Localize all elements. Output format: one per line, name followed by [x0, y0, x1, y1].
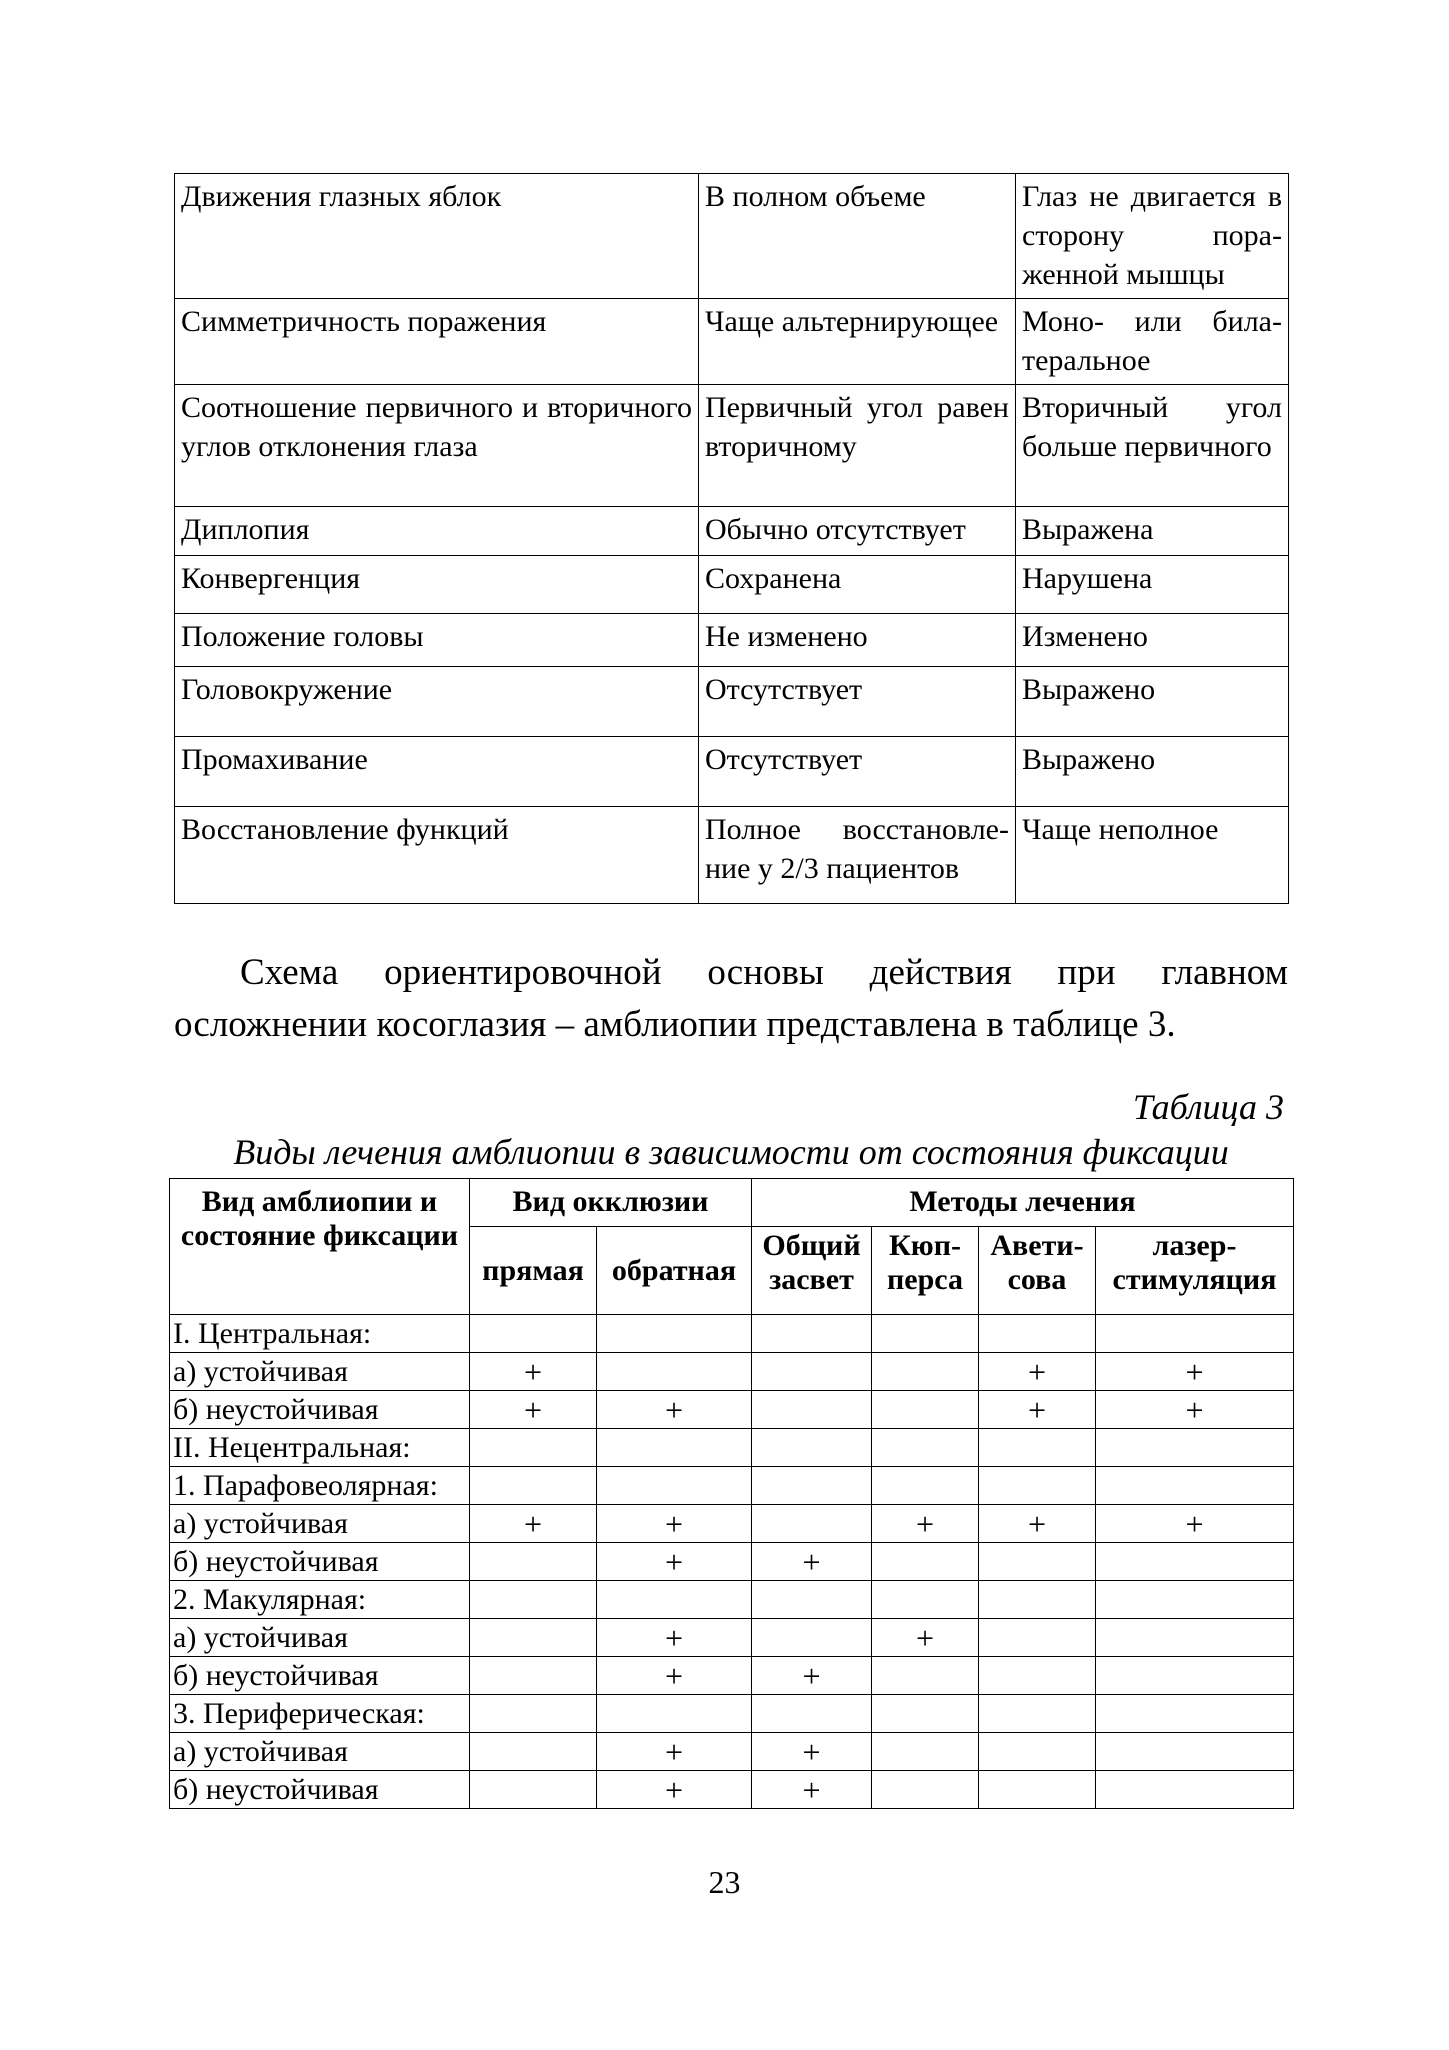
cell-col1: Не изменено [699, 614, 1016, 667]
cell-direct [470, 1543, 597, 1581]
cell-general [752, 1467, 872, 1505]
table-title: Виды лечения амблиопии в зависимости от состояния фиксации [233, 1132, 1229, 1172]
cell-kuppers [872, 1581, 979, 1619]
row-label: Диплопия [175, 507, 699, 556]
cell-col1: Обычно отсутствует [699, 507, 1016, 556]
cell-avetisov [979, 1695, 1096, 1733]
cell-direct [470, 1733, 597, 1771]
cell-general [752, 1695, 872, 1733]
cell-general [752, 1391, 872, 1429]
cell-reverse [597, 1581, 752, 1619]
cell-reverse: + [597, 1657, 752, 1695]
table-row [170, 1391, 1294, 1429]
cell-col2: Моно- или билатеральное [1016, 299, 1289, 385]
cell-laser [1096, 1695, 1294, 1733]
table-row [170, 1733, 1294, 1771]
cell-avetisov [979, 1429, 1096, 1467]
cell-avetisov [979, 1619, 1096, 1657]
cell-kuppers [872, 1315, 979, 1353]
cell-avetisov [979, 1771, 1096, 1809]
cell-general [752, 1353, 872, 1391]
cell-avetisov [979, 1581, 1096, 1619]
cell-col2: Вторичный угол больше первичного [1016, 385, 1289, 507]
cell-avetisov [979, 1543, 1096, 1581]
cell-avetisov: + [979, 1391, 1096, 1429]
row-label: Конвергенция [175, 556, 699, 614]
cell-laser: + [1096, 1505, 1294, 1543]
row-label: б) неустойчивая [170, 1391, 470, 1429]
row-label: Движения глазных яблок [175, 174, 699, 299]
row-label: б) неустойчивая [170, 1771, 470, 1809]
cell-col1: Чаще альтернирующее [699, 299, 1016, 385]
cell-reverse: + [597, 1505, 752, 1543]
cell-kuppers [872, 1543, 979, 1581]
cell-reverse: + [597, 1771, 752, 1809]
cell-general: + [752, 1733, 872, 1771]
cell-col2: Выражено [1016, 737, 1289, 807]
cell-direct [470, 1429, 597, 1467]
cell-laser [1096, 1543, 1294, 1581]
cell-avetisov [979, 1467, 1096, 1505]
header-kuppers: Кюпперса [872, 1227, 979, 1315]
table-row [170, 1505, 1294, 1543]
table-row [170, 1657, 1294, 1695]
cell-reverse [597, 1467, 752, 1505]
cell-laser: + [1096, 1353, 1294, 1391]
cell-kuppers: + [872, 1619, 979, 1657]
table-row [170, 1581, 1294, 1619]
cell-col2: Изменено [1016, 614, 1289, 667]
cell-col1: Отсутствует [699, 667, 1016, 737]
cell-general: + [752, 1657, 872, 1695]
cell-reverse [597, 1315, 752, 1353]
row-label: а) устойчивая [170, 1505, 470, 1543]
cell-direct: + [470, 1505, 597, 1543]
cell-col2: Глаз не двигается в сторону пораженной мышцы [1016, 174, 1289, 299]
comparison-table [174, 173, 1289, 904]
header-direct: прямая [470, 1227, 597, 1315]
table-row [170, 1619, 1294, 1657]
row-label: Головокружение [175, 667, 699, 737]
table-row [170, 1695, 1294, 1733]
row-label: I. Центральная: [170, 1315, 470, 1353]
cell-laser [1096, 1619, 1294, 1657]
cell-general: + [752, 1543, 872, 1581]
table-row [170, 1771, 1294, 1809]
table-row [175, 556, 1289, 614]
cell-col2: Выражена [1016, 507, 1289, 556]
cell-col1: Отсутствует [699, 737, 1016, 807]
cell-avetisov [979, 1657, 1096, 1695]
cell-col2: Нарушена [1016, 556, 1289, 614]
cell-laser [1096, 1315, 1294, 1353]
cell-kuppers [872, 1695, 979, 1733]
cell-reverse: + [597, 1733, 752, 1771]
cell-kuppers [872, 1467, 979, 1505]
cell-reverse: + [597, 1619, 752, 1657]
paragraph-text: Схема ориентировочной основы действия при главном осложнении косоглазия – амблиопии представлена в таблице 3. [174, 952, 1288, 1045]
table-row [175, 667, 1289, 737]
header-reverse: обратная [597, 1227, 752, 1315]
table-row [175, 807, 1289, 904]
cell-avetisov [979, 1315, 1096, 1353]
header-methods-group: Методы лечения [752, 1179, 1294, 1227]
table-row [170, 1315, 1294, 1353]
cell-kuppers [872, 1429, 979, 1467]
table-row [170, 1467, 1294, 1505]
table-row [175, 174, 1289, 299]
cell-direct [470, 1619, 597, 1657]
row-label: II. Нецентральная: [170, 1429, 470, 1467]
cell-direct: + [470, 1391, 597, 1429]
cell-direct [470, 1657, 597, 1695]
cell-avetisov [979, 1733, 1096, 1771]
cell-general [752, 1619, 872, 1657]
cell-laser [1096, 1657, 1294, 1695]
cell-kuppers [872, 1353, 979, 1391]
cell-col1: Сохранена [699, 556, 1016, 614]
row-label: а) устойчивая [170, 1733, 470, 1771]
cell-reverse: + [597, 1391, 752, 1429]
table-row [170, 1353, 1294, 1391]
table-row [175, 507, 1289, 556]
cell-col1: Первичный угол равен вторичному [699, 385, 1016, 507]
cell-direct [470, 1467, 597, 1505]
row-label: а) устойчивая [170, 1619, 470, 1657]
cell-kuppers [872, 1771, 979, 1809]
cell-general [752, 1505, 872, 1543]
cell-laser [1096, 1581, 1294, 1619]
row-label: Положение головы [175, 614, 699, 667]
cell-kuppers [872, 1391, 979, 1429]
cell-kuppers [872, 1733, 979, 1771]
table-row [175, 385, 1289, 507]
row-label: 3. Периферическая: [170, 1695, 470, 1733]
header-occlusion-group: Вид окклюзии [470, 1179, 752, 1227]
cell-kuppers [872, 1657, 979, 1695]
row-label: Симметричность поражения [175, 299, 699, 385]
header-type-fixation: Вид амблиопии и состояние фиксации [170, 1179, 470, 1315]
cell-col1: Полное восстановление у 2/3 пациентов [699, 807, 1016, 904]
row-label: б) неустойчивая [170, 1543, 470, 1581]
cell-col2: Выражено [1016, 667, 1289, 737]
table-row [175, 737, 1289, 807]
cell-kuppers: + [872, 1505, 979, 1543]
table-row [170, 1543, 1294, 1581]
cell-laser [1096, 1467, 1294, 1505]
row-label: Промахивание [175, 737, 699, 807]
cell-reverse [597, 1429, 752, 1467]
cell-laser: + [1096, 1391, 1294, 1429]
row-label: Восстановление функций [175, 807, 699, 904]
amblyopia-treatment-table [169, 1178, 1294, 1809]
cell-general [752, 1315, 872, 1353]
body-paragraph [174, 947, 1288, 1051]
cell-direct [470, 1315, 597, 1353]
row-label: 1. Парафовеолярная: [170, 1467, 470, 1505]
cell-reverse [597, 1353, 752, 1391]
row-label: Соотношение первичного и вторичного углов отклонения глаза [175, 385, 699, 507]
row-label: б) неустойчивая [170, 1657, 470, 1695]
cell-laser [1096, 1771, 1294, 1809]
cell-laser [1096, 1429, 1294, 1467]
cell-direct: + [470, 1353, 597, 1391]
cell-general [752, 1429, 872, 1467]
cell-avetisov: + [979, 1353, 1096, 1391]
table-number: Таблица 3 [1132, 1087, 1284, 1127]
cell-avetisov: + [979, 1505, 1096, 1543]
cell-direct [470, 1581, 597, 1619]
table-row [175, 614, 1289, 667]
cell-general [752, 1581, 872, 1619]
cell-direct [470, 1771, 597, 1809]
cell-laser [1096, 1733, 1294, 1771]
header-laser: лазерстимуляция [1096, 1227, 1294, 1315]
header-general-light: Общий засвет [752, 1227, 872, 1315]
header-avetisov: Аветисова [979, 1227, 1096, 1315]
page-number: 23 [708, 1864, 741, 1900]
cell-col2: Чаще неполное [1016, 807, 1289, 904]
cell-reverse: + [597, 1543, 752, 1581]
row-label: 2. Макулярная: [170, 1581, 470, 1619]
table-row [170, 1429, 1294, 1467]
cell-col1: В полном объеме [699, 174, 1016, 299]
cell-direct [470, 1695, 597, 1733]
row-label: а) устойчивая [170, 1353, 470, 1391]
cell-reverse [597, 1695, 752, 1733]
table-row [175, 299, 1289, 385]
cell-general: + [752, 1771, 872, 1809]
header-row [170, 1179, 1294, 1227]
